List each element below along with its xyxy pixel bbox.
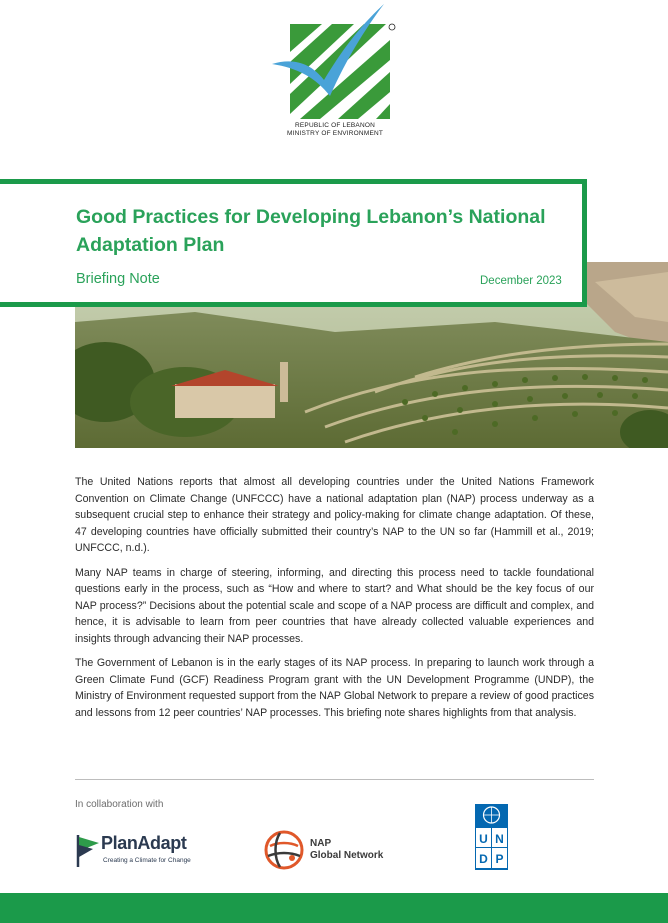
planadapt-tagline: Creating a Climate for Change — [103, 857, 191, 864]
document-date: December 2023 — [480, 275, 562, 287]
collaboration-label: In collaboration with — [75, 799, 164, 810]
nap-global-network-logo — [262, 826, 422, 874]
ministry-caption-line1: REPUBLIC OF LEBANON — [294, 122, 375, 129]
ministry-emblem-icon — [262, 0, 402, 125]
document-subtitle: Briefing Note — [76, 271, 160, 287]
ministry-caption — [255, 122, 415, 138]
planadapt-name: PlanAdapt — [101, 833, 187, 853]
undp-letter-p: P — [495, 852, 504, 866]
undp-letter-u: U — [479, 832, 488, 846]
undp-logo — [475, 804, 508, 870]
planadapt-logo — [75, 829, 205, 871]
undp-letter-d: D — [479, 852, 488, 866]
nap-globe-icon — [262, 828, 306, 872]
body-paragraph-2: Many NAP teams in charge of steering, informing, and directing this process need to tackle foundational questions early in the process, such as “How and where to start? and What should be the key focus of our NAP process?” Decisions about the potential scale and scope of a NAP process are difficult and complex, and hence, it is advisable to learn from peer countries that have already collected valuable experiences and insights through advancing their NAP processes. — [75, 566, 594, 645]
ministry-caption-line2: MINISTRY OF ENVIRONMENT — [286, 130, 384, 137]
footer-divider — [75, 779, 594, 780]
planadapt-flag-icon — [75, 833, 103, 869]
nap-label: NAP — [310, 838, 332, 849]
body-text — [75, 474, 594, 729]
undp-emblem-icon — [475, 804, 508, 870]
global-network-label: Global Network — [310, 850, 384, 861]
body-paragraph-3: The Government of Lebanon is in the early stages of its NAP process. In preparing to launch work through a Green Climate Fund (GCF) Readiness Program grant with the UN Development Programme (UNDP), the Ministry of Environment requested support from the NAP Global Network to prepare a review of good practices and lessons from 12 peer countries’ NAP processes. This briefing note shares highlights from that analysis. — [75, 657, 594, 719]
undp-letter-n: N — [495, 832, 504, 846]
footer-bar — [0, 893, 668, 923]
body-paragraph-1: The United Nations reports that almost all developing countries under the United Nations Framework Convention on Climate Change (UNFCCC) have a national adaptation plan (NAP) process underway as a subsequent crucial step to enhance their strategy and policy-making for climate change adaptation. Of these, 47 developing countries have officially submitted their country’s NAP to the UN so far (Hammill et al., 2019; UNFCCC, n.d.). — [75, 476, 594, 554]
document-title: Good Practices for Developing Lebanon’s National Adaptation Plan — [76, 206, 546, 256]
